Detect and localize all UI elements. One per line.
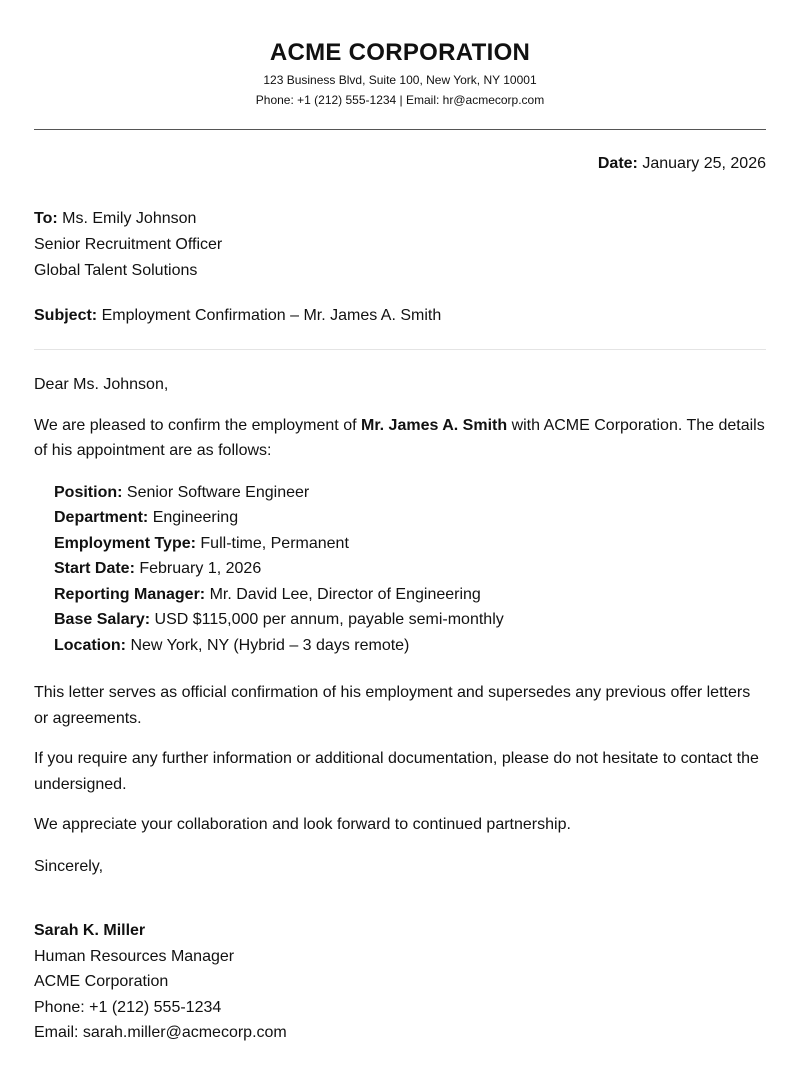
detail-start-date [54,556,766,582]
signature-block [34,918,766,1046]
detail-location [54,633,766,659]
recipient-name: Ms. Emily Johnson [62,210,197,227]
signatory-title: Human Resources Manager [34,947,235,965]
recipient-name-line [34,206,766,232]
signatory-company: ACME Corporation [34,973,169,990]
intro-paragraph [34,413,766,464]
detail-label: Department: [54,509,149,526]
header-divider [34,129,766,130]
detail-value: Engineering [152,509,239,526]
detail-label: Start Date: [54,560,135,577]
salutation: Dear Ms. Johnson, [34,376,169,393]
company-name: ACME CORPORATION [269,39,531,66]
detail-value: Mr. David Lee, Director of Engineering [209,585,481,603]
detail-label: Base Salary: [54,611,151,628]
detail-reporting-manager [54,582,766,608]
detail-value: Full-time, Permanent [200,534,349,552]
recipient-block [34,206,766,284]
detail-label: Reporting Manager: [54,585,206,603]
subject-line [34,304,766,328]
letterhead [34,0,766,110]
detail-position [54,480,766,506]
detail-value: Senior Software Engineer [126,483,310,501]
recipient-organization: Global Talent Solutions [34,262,198,279]
company-address: 123 Business Blvd, Suite 100, New York, NY 10001 [263,73,537,87]
contact-paragraph: If you require any further information or additional documentation, please do not hesitate to contact the undersigned. [34,750,759,793]
closing: Sincerely, [34,857,104,875]
detail-employment-type [54,531,766,557]
subject-divider [34,349,766,350]
signatory-phone: Phone: +1 (212) 555-1234 [34,998,222,1016]
recipient-label: To: [34,210,58,227]
detail-department [54,505,766,531]
date-value: January 25, 2026 [642,155,766,172]
employee-name: Mr. James A. Smith [360,416,508,434]
appointment-details [34,480,766,659]
recipient-title: Senior Recruitment Officer [34,236,223,253]
detail-label: Employment Type: [54,534,196,552]
detail-value: February 1, 2026 [139,560,262,577]
subject-value: Employment Confirmation – Mr. James A. Smith [101,307,442,324]
detail-base-salary [54,607,766,633]
confirmation-paragraph: This letter serves as official confirmation of his employment and supersedes any previous offer letters or agreements. [34,684,751,727]
signatory-name: Sarah K. Miller [34,922,146,939]
subject-label: Subject: [34,307,98,324]
appreciation-paragraph: We appreciate your collaboration and look forward to continued partnership. [34,816,571,833]
detail-value: New York, NY (Hybrid – 3 days remote) [130,636,410,654]
detail-label: Position: [54,483,123,501]
date-label: Date: [597,155,638,172]
signatory-email: Email: sarah.miller@acmecorp.com [34,1024,287,1041]
letter-date [34,152,766,176]
detail-label: Location: [54,636,126,654]
intro-text-after: with ACME Corporation. The details of his appointment are as follows: [34,416,765,459]
intro-text-before: We are pleased to confirm the employment of [34,416,357,434]
company-contact: Phone: +1 (212) 555-1234 | Email: hr@acmecorp.com [255,93,545,107]
detail-value: USD $115,000 per annum, payable semi-monthly [154,611,504,628]
